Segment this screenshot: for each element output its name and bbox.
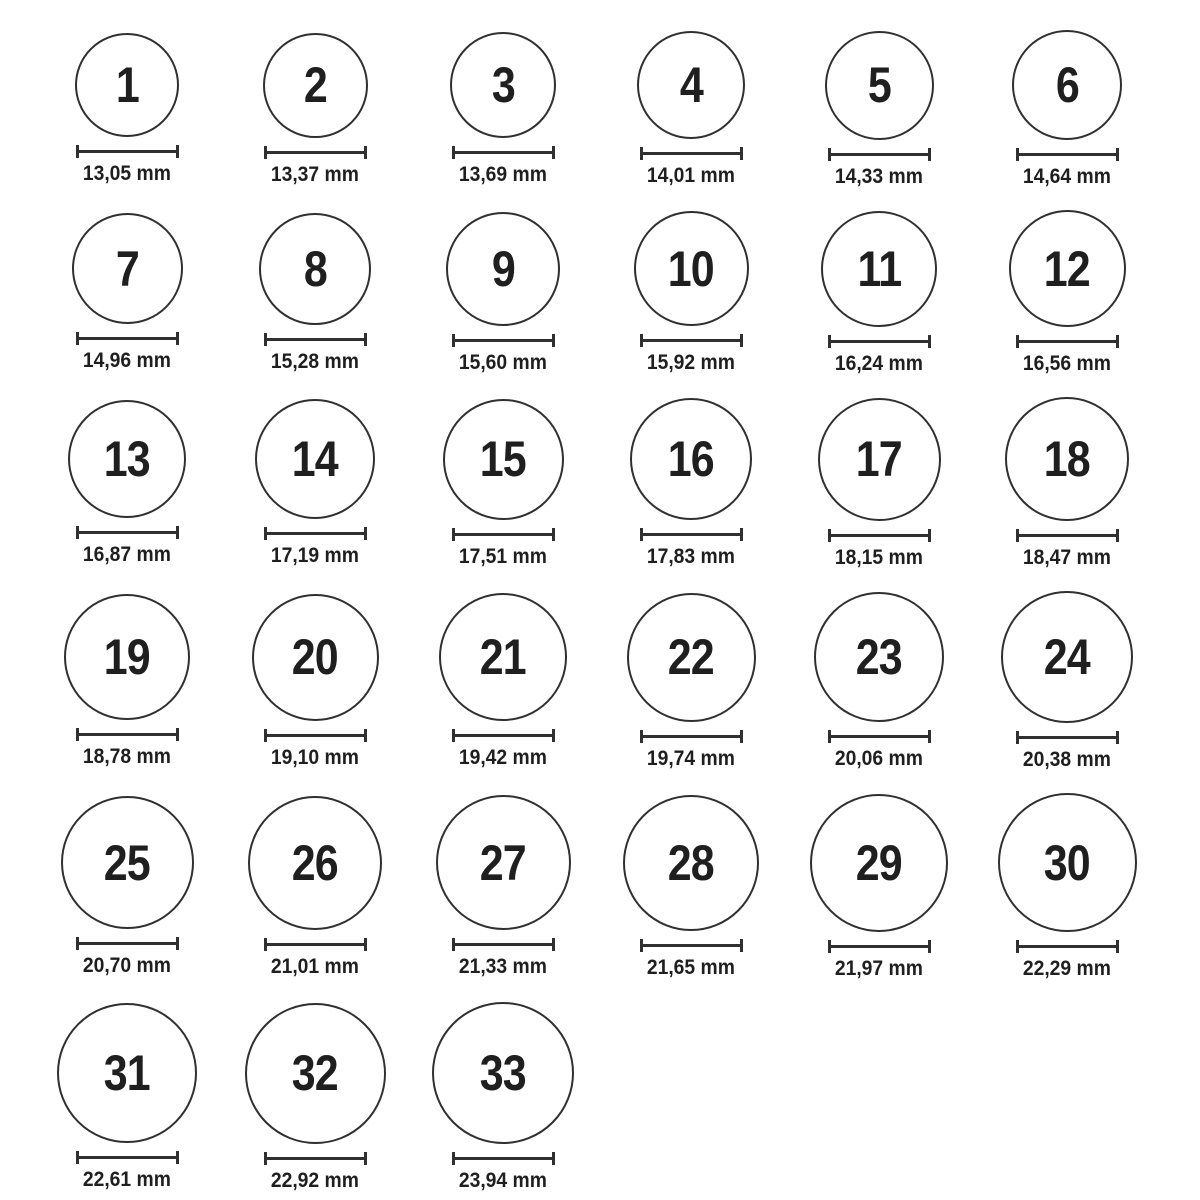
- ring-diameter-label: 13,37 mm: [270, 162, 360, 186]
- measure-right-tick: [928, 730, 931, 743]
- ring-circle: [634, 211, 749, 326]
- ring-circle: [436, 795, 571, 930]
- ring-circle: [263, 33, 368, 138]
- ring-size-item: [973, 591, 1161, 771]
- ring-size-item: [597, 398, 785, 568]
- ring-circle: [821, 211, 937, 327]
- measure-bar: [264, 338, 367, 341]
- ring-diameter-label: 13,05 mm: [82, 162, 172, 185]
- measure-bar: [76, 531, 179, 534]
- diameter-measure-line: [76, 1151, 179, 1164]
- measure-right-tick: [364, 1152, 367, 1165]
- measure-right-tick: [1116, 335, 1119, 348]
- measure-right-tick: [928, 148, 931, 161]
- measure-bar: [452, 533, 555, 536]
- diameter-measure-line: [828, 148, 931, 161]
- ring-circle: [810, 794, 948, 932]
- ring-size-item: [221, 1003, 409, 1192]
- measure-bar: [264, 151, 367, 154]
- ring-size-number: 31: [103, 1045, 151, 1102]
- ring-size-item: [785, 211, 973, 375]
- ring-size-number: 33: [479, 1045, 527, 1102]
- diameter-measure-line: [1016, 148, 1119, 161]
- ring-size-item: [597, 795, 785, 979]
- measure-right-tick: [1116, 148, 1119, 161]
- measure-bar: [1016, 736, 1119, 739]
- ring-size-number: 7: [115, 240, 139, 297]
- ring-diameter-label: 22,29 mm: [1022, 957, 1112, 981]
- ring-diameter-label: 14,01 mm: [646, 164, 736, 187]
- ring-size-number: 3: [491, 57, 515, 113]
- diameter-measure-line: [264, 146, 367, 159]
- ring-diameter-label: 17,51 mm: [458, 544, 548, 568]
- ring-size-item: [221, 33, 409, 186]
- ring-diameter-label: 21,65 mm: [646, 955, 736, 979]
- measure-right-tick: [1116, 731, 1119, 744]
- measure-right-tick: [364, 333, 367, 346]
- diameter-measure-line: [76, 937, 179, 950]
- ring-diameter-label: 17,83 mm: [646, 545, 736, 569]
- ring-size-number: 27: [479, 834, 527, 891]
- measure-bar: [640, 735, 743, 738]
- ring-diameter-label: 18,47 mm: [1022, 546, 1112, 570]
- measure-bar: [640, 533, 743, 536]
- measure-bar: [264, 734, 367, 737]
- ring-size-number: 20: [291, 629, 339, 686]
- diameter-measure-line: [76, 145, 179, 158]
- diameter-measure-line: [264, 1152, 367, 1165]
- measure-right-tick: [740, 334, 743, 347]
- ring-size-number: 21: [479, 629, 527, 686]
- measure-right-tick: [552, 334, 555, 347]
- ring-size-item: [597, 593, 785, 770]
- diameter-measure-line: [452, 334, 555, 347]
- ring-circle: [1009, 210, 1126, 327]
- measure-bar: [640, 152, 743, 155]
- ring-size-number: 26: [291, 834, 339, 891]
- measure-right-tick: [364, 938, 367, 951]
- measure-bar: [1016, 534, 1119, 537]
- ring-size-number: 30: [1043, 834, 1091, 891]
- measure-bar: [828, 735, 931, 738]
- ring-diameter-label: 15,92 mm: [646, 351, 736, 375]
- ring-size-number: 28: [667, 834, 715, 891]
- diameter-measure-line: [76, 332, 179, 345]
- ring-diameter-label: 21,01 mm: [270, 954, 360, 978]
- ring-size-number: 25: [103, 834, 151, 891]
- measure-right-tick: [1116, 529, 1119, 542]
- measure-bar: [452, 734, 555, 737]
- diameter-measure-line: [452, 528, 555, 541]
- ring-diameter-label: 19,10 mm: [270, 745, 360, 769]
- ring-circle: [439, 593, 567, 721]
- diameter-measure-line: [264, 729, 367, 742]
- diameter-measure-line: [452, 1152, 555, 1165]
- ring-diameter-label: 19,42 mm: [458, 746, 548, 770]
- ring-circle: [998, 793, 1137, 932]
- ring-size-number: 6: [1055, 57, 1079, 113]
- measure-right-tick: [740, 528, 743, 541]
- ring-size-number: 17: [855, 431, 903, 488]
- ring-diameter-label: 15,28 mm: [270, 349, 360, 373]
- ring-size-item: [33, 213, 221, 372]
- diameter-measure-line: [264, 938, 367, 951]
- ring-size-number: 11: [857, 240, 901, 297]
- ring-size-number: 4: [679, 57, 703, 113]
- measure-bar: [264, 532, 367, 535]
- diameter-measure-line: [452, 938, 555, 951]
- ring-size-item: [221, 796, 409, 978]
- ring-diameter-label: 15,60 mm: [458, 350, 548, 374]
- measure-bar: [76, 942, 179, 945]
- measure-bar: [76, 337, 179, 340]
- ring-circle: [637, 31, 745, 139]
- measure-right-tick: [740, 730, 743, 743]
- measure-bar: [76, 150, 179, 153]
- ring-size-number: 2: [303, 57, 327, 113]
- ring-size-item: [33, 796, 221, 977]
- ring-diameter-label: 14,64 mm: [1022, 165, 1112, 188]
- measure-right-tick: [552, 729, 555, 742]
- ring-circle: [630, 398, 752, 520]
- diameter-measure-line: [640, 528, 743, 541]
- measure-bar: [264, 1157, 367, 1160]
- ring-size-item: [597, 211, 785, 374]
- ring-circle: [75, 33, 179, 137]
- ring-diameter-label: 16,24 mm: [834, 351, 924, 375]
- measure-bar: [828, 945, 931, 948]
- ring-diameter-label: 21,33 mm: [458, 955, 548, 979]
- ring-circle: [814, 592, 944, 722]
- ring-circle: [450, 32, 556, 138]
- measure-bar: [452, 1157, 555, 1160]
- measure-right-tick: [552, 1152, 555, 1165]
- diameter-measure-line: [1016, 940, 1119, 953]
- ring-circle: [1005, 397, 1129, 521]
- ring-diameter-label: 22,61 mm: [82, 1168, 172, 1192]
- diameter-measure-line: [828, 730, 931, 743]
- ring-diameter-label: 22,92 mm: [270, 1168, 360, 1192]
- measure-bar: [1016, 340, 1119, 343]
- diameter-measure-line: [1016, 335, 1119, 348]
- diameter-measure-line: [452, 729, 555, 742]
- ring-size-item: [785, 592, 973, 770]
- ring-circle: [57, 1003, 197, 1143]
- ring-size-item: [33, 1003, 221, 1191]
- measure-bar: [452, 943, 555, 946]
- measure-right-tick: [176, 145, 179, 158]
- ring-size-item: [785, 398, 973, 569]
- measure-bar: [640, 944, 743, 947]
- ring-diameter-label: 20,70 mm: [82, 954, 172, 978]
- diameter-measure-line: [640, 147, 743, 160]
- measure-bar: [640, 339, 743, 342]
- ring-circle: [1001, 591, 1133, 723]
- diameter-measure-line: [640, 939, 743, 952]
- ring-size-item: [597, 31, 785, 187]
- diameter-measure-line: [76, 526, 179, 539]
- ring-diameter-label: 18,15 mm: [834, 545, 924, 569]
- ring-circle: [627, 593, 756, 722]
- measure-bar: [1016, 153, 1119, 156]
- ring-size-item: [33, 33, 221, 185]
- measure-right-tick: [928, 529, 931, 542]
- ring-size-number: 10: [667, 240, 715, 297]
- ring-circle: [443, 399, 564, 520]
- diameter-measure-line: [264, 333, 367, 346]
- ring-diameter-label: 17,19 mm: [270, 544, 360, 568]
- measure-bar: [828, 340, 931, 343]
- measure-right-tick: [1116, 940, 1119, 953]
- ring-size-item: [973, 210, 1161, 375]
- ring-size-item: [221, 399, 409, 567]
- ring-size-number: 14: [291, 431, 339, 488]
- diameter-measure-line: [640, 730, 743, 743]
- ring-circle: [245, 1003, 386, 1144]
- ring-circle: [818, 398, 941, 521]
- ring-size-item: [221, 594, 409, 769]
- ring-size-number: 29: [855, 834, 903, 891]
- ring-circle: [68, 400, 186, 518]
- ring-circle: [259, 213, 371, 325]
- ring-diameter-label: 16,87 mm: [82, 543, 172, 567]
- ring-size-number: 9: [491, 240, 515, 297]
- ring-diameter-label: 13,69 mm: [458, 163, 548, 186]
- ring-size-number: 13: [103, 431, 151, 488]
- measure-bar: [264, 943, 367, 946]
- ring-diameter-label: 21,97 mm: [834, 956, 924, 980]
- diameter-measure-line: [76, 728, 179, 741]
- measure-bar: [828, 534, 931, 537]
- ring-size-number: 12: [1043, 240, 1091, 297]
- ring-size-number: 24: [1043, 629, 1091, 686]
- measure-right-tick: [176, 1151, 179, 1164]
- measure-right-tick: [552, 146, 555, 159]
- measure-bar: [1016, 945, 1119, 948]
- measure-right-tick: [176, 937, 179, 950]
- measure-right-tick: [364, 729, 367, 742]
- measure-right-tick: [176, 526, 179, 539]
- ring-diameter-label: 16,56 mm: [1022, 352, 1112, 376]
- ring-size-item: [409, 32, 597, 186]
- measure-right-tick: [176, 332, 179, 345]
- measure-bar: [452, 339, 555, 342]
- ring-size-item: [409, 399, 597, 568]
- ring-circle: [64, 594, 190, 720]
- ring-circle: [446, 212, 560, 326]
- ring-size-number: 32: [291, 1045, 339, 1102]
- ring-size-item: [973, 397, 1161, 569]
- ring-size-item: [409, 1002, 597, 1192]
- ring-diameter-label: 19,74 mm: [646, 746, 736, 770]
- ring-circle: [248, 796, 382, 930]
- ring-size-number: 19: [103, 629, 151, 686]
- ring-size-item: [973, 793, 1161, 980]
- ring-size-number: 5: [867, 57, 891, 113]
- ring-size-item: [221, 213, 409, 373]
- ring-diameter-label: 20,38 mm: [1022, 748, 1112, 772]
- diameter-measure-line: [828, 940, 931, 953]
- measure-right-tick: [364, 527, 367, 540]
- ring-size-item: [785, 794, 973, 980]
- measure-bar: [76, 733, 179, 736]
- ring-size-item: [409, 795, 597, 978]
- ring-circle: [623, 795, 759, 931]
- ring-size-number: 23: [855, 629, 903, 686]
- ring-diameter-label: 20,06 mm: [834, 747, 924, 771]
- ring-size-item: [33, 400, 221, 566]
- ring-circle: [825, 31, 934, 140]
- measure-right-tick: [364, 146, 367, 159]
- measure-bar: [76, 1156, 179, 1159]
- measure-right-tick: [928, 940, 931, 953]
- measure-bar: [452, 151, 555, 154]
- ring-diameter-label: 14,33 mm: [834, 164, 924, 188]
- ring-circle: [432, 1002, 574, 1144]
- ring-size-item: [33, 594, 221, 768]
- ring-size-number: 22: [667, 629, 715, 686]
- ring-size-number: 16: [667, 431, 715, 488]
- measure-right-tick: [176, 728, 179, 741]
- ring-diameter-label: 14,96 mm: [82, 349, 172, 373]
- ring-size-number: 18: [1043, 431, 1091, 488]
- ring-size-item: [973, 30, 1161, 188]
- ring-size-item: [409, 212, 597, 374]
- diameter-measure-line: [1016, 731, 1119, 744]
- ring-size-item: [409, 593, 597, 769]
- diameter-measure-line: [264, 527, 367, 540]
- diameter-measure-line: [640, 334, 743, 347]
- ring-size-item: [785, 31, 973, 188]
- ring-circle: [255, 399, 375, 519]
- diameter-measure-line: [828, 335, 931, 348]
- measure-right-tick: [552, 528, 555, 541]
- diameter-measure-line: [452, 146, 555, 159]
- ring-size-number: 1: [115, 57, 139, 113]
- ring-circle: [1012, 30, 1122, 140]
- measure-right-tick: [740, 147, 743, 160]
- measure-right-tick: [552, 938, 555, 951]
- ring-diameter-label: 23,94 mm: [458, 1169, 548, 1193]
- ring-diameter-label: 18,78 mm: [82, 745, 172, 769]
- ring-size-number: 8: [303, 240, 327, 297]
- ring-circle: [61, 796, 194, 929]
- measure-bar: [828, 153, 931, 156]
- diameter-measure-line: [1016, 529, 1119, 542]
- ring-size-number: 15: [479, 431, 527, 488]
- ring-circle: [72, 213, 183, 324]
- measure-right-tick: [928, 335, 931, 348]
- diameter-measure-line: [828, 529, 931, 542]
- ring-circle: [252, 594, 379, 721]
- measure-right-tick: [740, 939, 743, 952]
